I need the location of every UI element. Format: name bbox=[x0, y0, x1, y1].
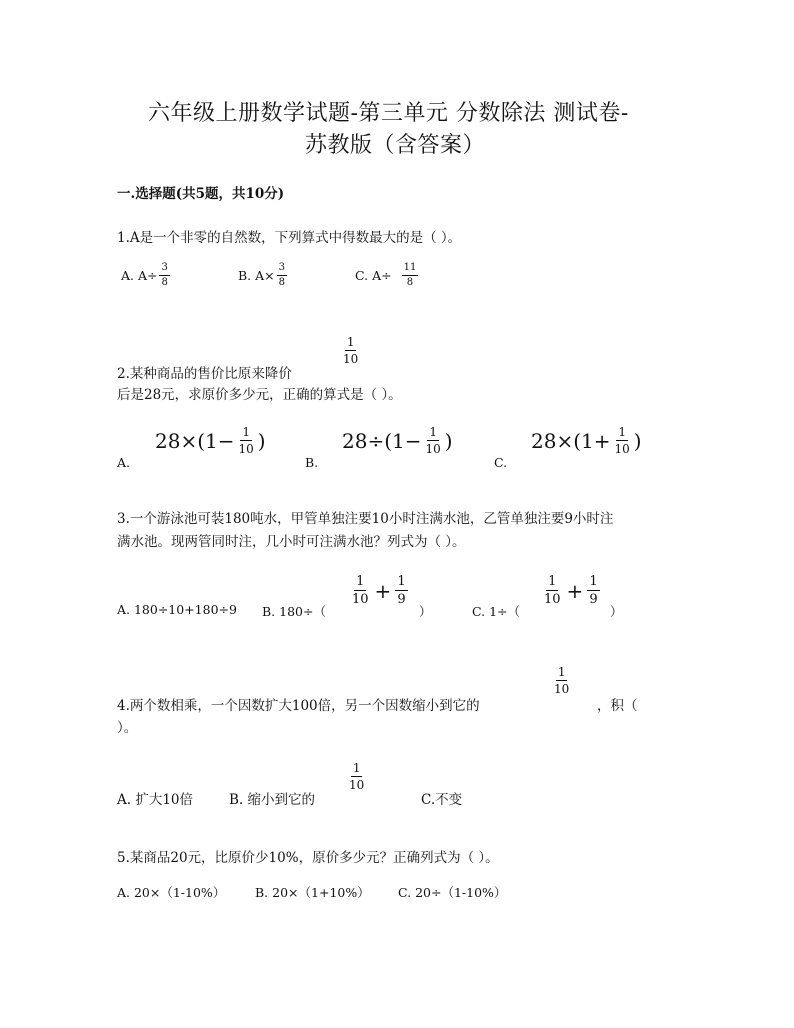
q3-option-b-expression[interactable]: $\frac{1}{10}$ + $\frac{1}{9}$ bbox=[352, 574, 406, 607]
q2-option-b-label[interactable]: B. bbox=[305, 455, 319, 470]
question-4-stem-line2: ）。 bbox=[117, 720, 138, 736]
section-header: 一.选择题(共5题，共10分) bbox=[117, 186, 285, 202]
q2-option-a-expression[interactable]: 28×(1− $\frac{1}{10}$ ) bbox=[155, 425, 266, 456]
title-line-1: 六年级上册数学试题-第三单元 分数除法 测试卷- bbox=[148, 101, 629, 126]
fraction: $\frac{3}{8}$ bbox=[278, 262, 286, 288]
q2-fraction: $\frac{1}{10}$ bbox=[343, 335, 359, 366]
fraction: $\frac{3}{8}$ bbox=[161, 262, 168, 288]
question-2-stem-line2: 后是28元，求原价多少元，正确的算式是（ ）。 bbox=[117, 387, 402, 403]
question-4-stem-tail: ，积（ bbox=[597, 698, 638, 714]
q2-option-c-label[interactable]: C. bbox=[494, 455, 508, 470]
q5-option-c[interactable]: C. 20÷（1-10%） bbox=[398, 885, 507, 900]
q2-option-a-label[interactable]: A. bbox=[117, 455, 131, 470]
q4-option-c[interactable]: C.不变 bbox=[421, 792, 463, 808]
q1-option-a-text: A. A÷ bbox=[121, 268, 158, 283]
fraction: $\frac{11}{8}$ bbox=[403, 262, 417, 288]
question-5-stem: 5.某商品20元，比原价少10%，原价多少元？正确列式为（ ）。 bbox=[117, 850, 499, 866]
q1-option-a[interactable] bbox=[121, 263, 172, 288]
q4-option-b-fraction: $\frac{1}{10}$ bbox=[349, 761, 365, 792]
q3-option-a[interactable]: A. 180÷10+180÷9 bbox=[117, 602, 237, 617]
q5-option-a[interactable]: A. 20×（1-10%） bbox=[117, 885, 226, 900]
question-1-stem: 1.A是一个非零的自然数，下列算式中得数最大的是（ ）。 bbox=[117, 230, 462, 246]
q1-option-b-text: B. A× bbox=[238, 268, 275, 283]
q4-fraction: $\frac{1}{10}$ bbox=[554, 665, 570, 696]
q3-option-c-expression[interactable]: $\frac{1}{10}$ + $\frac{1}{9}$ bbox=[544, 574, 598, 607]
question-3-stem-line2: 满水池。现两管同时注，几小时可注满水池？列式为（ ）。 bbox=[117, 534, 466, 550]
q3-option-c-close: ） bbox=[610, 604, 623, 619]
q3-option-c-prefix[interactable]: C. 1÷（ bbox=[472, 604, 520, 619]
q5-option-b[interactable]: B. 20×（1+10%） bbox=[255, 885, 370, 900]
q4-option-b[interactable]: B. 缩小到它的 bbox=[229, 792, 316, 808]
q1-option-b[interactable] bbox=[238, 263, 289, 288]
q3-option-b-close: ） bbox=[419, 604, 432, 619]
q1-option-c[interactable] bbox=[355, 263, 420, 288]
q3-option-b-prefix[interactable]: B. 180÷（ bbox=[262, 604, 326, 619]
question-2-stem-line1: 2.某种商品的售价比原来降价 bbox=[117, 366, 292, 382]
q2-option-b-expression[interactable]: 28÷(1− $\frac{1}{10}$ ) bbox=[342, 425, 453, 456]
question-4-stem-line1: 4.两个数相乘，一个因数扩大100倍，另一个因数缩小到它的 bbox=[117, 698, 480, 714]
q2-option-c-expression[interactable]: 28×(1+ $\frac{1}{10}$ ) bbox=[531, 425, 642, 456]
q4-option-a[interactable]: A. 扩大10倍 bbox=[117, 792, 194, 808]
title-line-2: 苏教版（含答案） bbox=[305, 133, 486, 158]
question-3-stem-line1: 3.一个游泳池可装180吨水，甲管单独注要10小时注满水池，乙管单独注要9小时注 bbox=[117, 511, 614, 527]
q1-option-c-text: C. A÷ bbox=[355, 268, 392, 283]
